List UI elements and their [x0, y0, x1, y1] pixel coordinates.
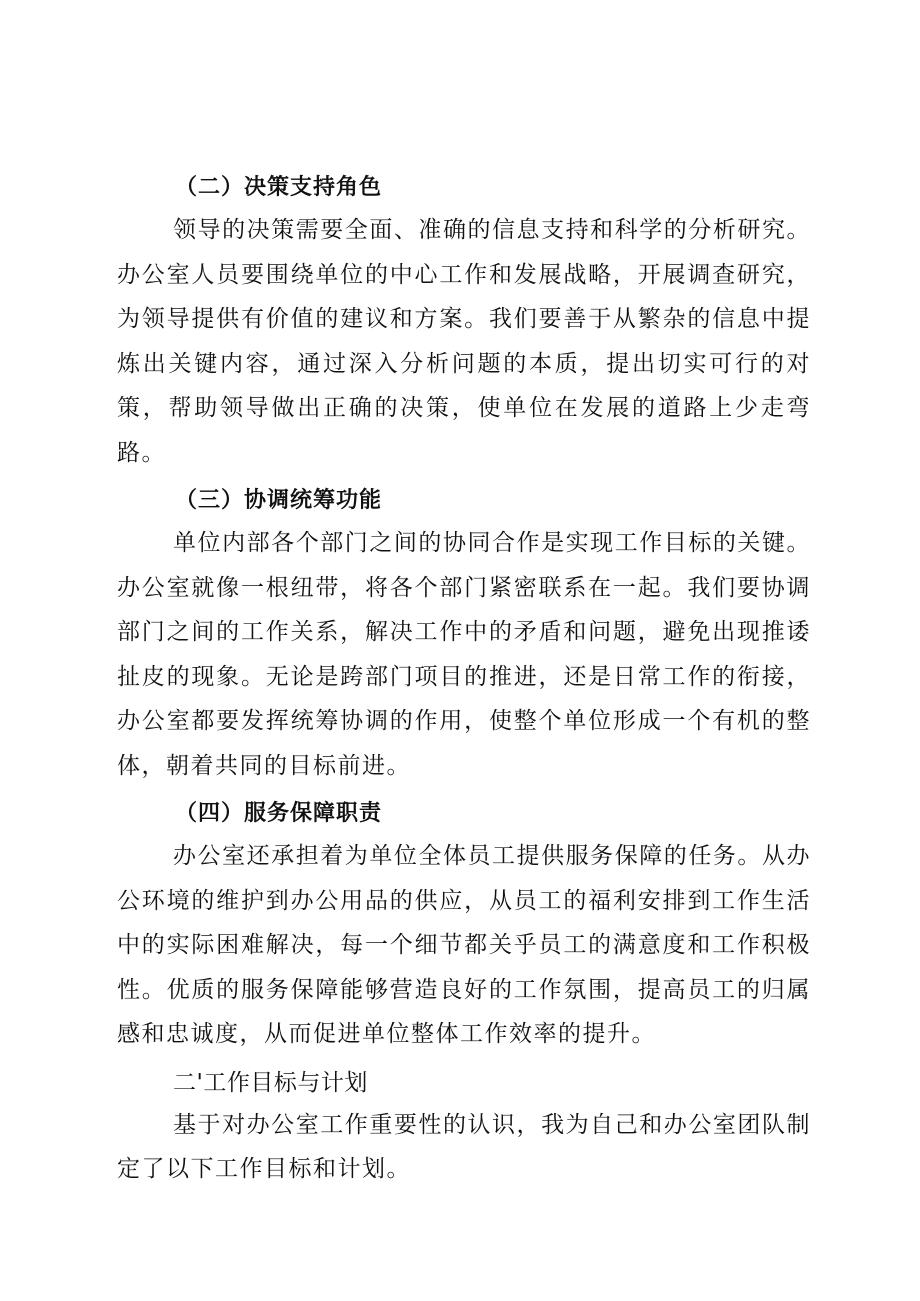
section-heading-decision-support: （二）决策支持角色 — [175, 175, 383, 200]
paragraph-goals-plans: 基于对办公室工作重要性的认识，我为自己和办公室团队制定了以下工作目标和计划。 — [117, 1111, 811, 1182]
section-title-goals-plans: 二'工作目标与计划 — [173, 1069, 368, 1096]
document-body — [117, 168, 811, 1198]
section-heading-service-support: （四）服务保障职责 — [175, 801, 383, 826]
paragraph-coordination: 单位内部各个部门之间的协同合作是实现工作目标的关键。办公室就像一根纽带，将各个部门紧密联系在一起。我们要协调部门之间的工作关系，解决工作中的矛盾和问题，避免出现推诿扯皮的现象。无论是跨部门项目的推进，还是日常工作的衔接，办公室都要发挥统筹协调的作用，使整个单位形成一个有机的整体，朝着共同的目标前进。 — [117, 530, 811, 779]
paragraph-decision-support: 领导的决策需要全面、准确的信息支持和科学的分析研究。办公室人员要围绕单位的中心工作和发展战略，开展调查研究，为领导提供有价值的建议和方案。我们要善于从繁杂的信息中提炼出关键内容，通过深入分析问题的本质，提出切实可行的对策，帮助领导做出正确的决策，使单位在发展的道路上少走弯路。 — [117, 217, 811, 466]
section-heading-coordination: （三）协调统筹功能 — [175, 488, 383, 513]
paragraph-service-support: 办公室还承担着为单位全体员工提供服务保障的任务。从办公环境的维护到办公用品的供应，从员工的福利安排到工作生活中的实际困难解决，每一个细节都关乎员工的满意度和工作积极性。优质的服务保障能够营造良好的工作氛围，提高员工的归属感和忠诚度，从而促进单位整体工作效率的提升。 — [117, 843, 811, 1047]
